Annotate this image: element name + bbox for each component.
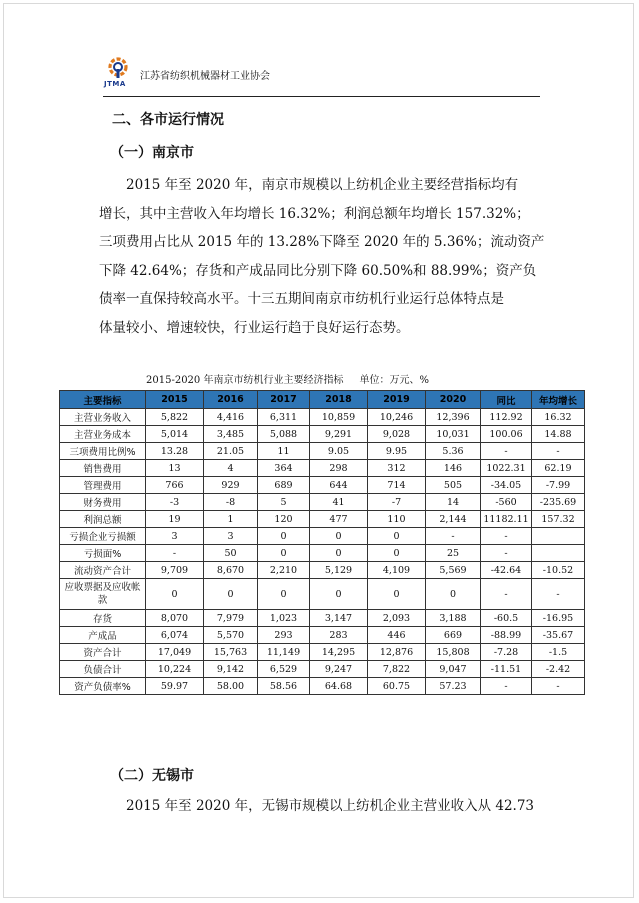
header-cell: 2017	[258, 391, 310, 409]
value-cell: 0	[204, 579, 258, 610]
value-cell: 5,822	[146, 409, 204, 426]
value-cell: 689	[258, 477, 310, 494]
row-label-cell: 产成品	[60, 627, 146, 644]
row-label-cell: 利润总额	[60, 511, 146, 528]
row-label-cell: 销售费用	[60, 460, 146, 477]
header-cell: 同比	[481, 391, 532, 409]
value-cell: 0	[368, 528, 426, 545]
wuxi-paragraph: 2015 年至 2020 年，无锡市规模以上纺机企业主营业收入从 42.73	[126, 798, 535, 814]
value-cell: 9,247	[310, 661, 368, 678]
header-cell: 主要指标	[60, 391, 146, 409]
value-cell: 157.32	[532, 511, 585, 528]
value-cell: 10,031	[426, 426, 481, 443]
value-cell: 146	[426, 460, 481, 477]
value-cell: -	[481, 528, 532, 545]
value-cell: -8	[204, 494, 258, 511]
value-cell: 110	[368, 511, 426, 528]
value-cell: 6,311	[258, 409, 310, 426]
value-cell: 2,144	[426, 511, 481, 528]
value-cell: -7.99	[532, 477, 585, 494]
value-cell: 16.32	[532, 409, 585, 426]
row-label-cell: 亏损面%	[60, 545, 146, 562]
jtma-logo-icon	[106, 56, 130, 80]
value-cell: 10,224	[146, 661, 204, 678]
value-cell: 477	[310, 511, 368, 528]
table-caption	[146, 371, 429, 386]
value-cell: 9,047	[426, 661, 481, 678]
value-cell: 0	[310, 545, 368, 562]
value-cell: 50	[204, 545, 258, 562]
value-cell: 4	[204, 460, 258, 477]
value-cell: 5,088	[258, 426, 310, 443]
paragraph-line: 债率一直保持较高水平。十三五期间南京市纺机行业运行总体特点是	[99, 291, 504, 307]
row-label-cell: 负债合计	[60, 661, 146, 678]
value-cell: 11,149	[258, 644, 310, 661]
value-cell: 10,246	[368, 409, 426, 426]
value-cell: 13	[146, 460, 204, 477]
value-cell: 64.68	[310, 678, 368, 695]
header-cell: 2015	[146, 391, 204, 409]
section-title: 二、各市运行情况	[112, 112, 224, 128]
header-rule	[103, 96, 540, 97]
value-cell: 9,028	[368, 426, 426, 443]
table-row	[60, 661, 585, 678]
row-label-cell: 流动资产合计	[60, 562, 146, 579]
row-label-cell: 财务费用	[60, 494, 146, 511]
value-cell: 57.23	[426, 678, 481, 695]
value-cell: 8,070	[146, 610, 204, 627]
value-cell: 5,014	[146, 426, 204, 443]
value-cell: 766	[146, 477, 204, 494]
value-cell: 19	[146, 511, 204, 528]
header-cell: 2019	[368, 391, 426, 409]
org-name: 江苏省纺织机械器材工业协会	[140, 71, 270, 82]
value-cell: 0	[310, 528, 368, 545]
value-cell: 0	[258, 545, 310, 562]
value-cell: 14	[426, 494, 481, 511]
value-cell: 59.97	[146, 678, 204, 695]
value-cell: 5,570	[204, 627, 258, 644]
value-cell: 0	[368, 545, 426, 562]
table-row	[60, 610, 585, 627]
header-cell: 年均增长	[532, 391, 585, 409]
value-cell: 929	[204, 477, 258, 494]
table-row	[60, 627, 585, 644]
value-cell: 5,129	[310, 562, 368, 579]
table-row	[60, 426, 585, 443]
row-label-cell: 三项费用比例%	[60, 443, 146, 460]
value-cell: -7	[368, 494, 426, 511]
value-cell: 21.05	[204, 443, 258, 460]
value-cell: 0	[258, 579, 310, 610]
value-cell: -	[481, 443, 532, 460]
value-cell: 2,210	[258, 562, 310, 579]
value-cell: 293	[258, 627, 310, 644]
paragraph-line: 下降 42.64%；存货和产成品同比分别下降 60.50%和 88.99%；资产负	[99, 262, 537, 279]
value-cell: -	[481, 579, 532, 610]
value-cell: 11182.11	[481, 511, 532, 528]
value-cell: -	[146, 545, 204, 562]
subsection-wuxi: （二）无锡市	[110, 768, 194, 784]
table-caption-title: 2015-2020 年南京市纺机行业主要经济指标	[146, 375, 344, 386]
value-cell: 10,859	[310, 409, 368, 426]
value-cell: 14.88	[532, 426, 585, 443]
nanjing-paragraph	[99, 171, 545, 342]
value-cell: 11	[258, 443, 310, 460]
value-cell: 58.00	[204, 678, 258, 695]
value-cell: 0	[368, 579, 426, 610]
table-row	[60, 678, 585, 695]
value-cell: -60.5	[481, 610, 532, 627]
value-cell: 5,569	[426, 562, 481, 579]
value-cell: 12,396	[426, 409, 481, 426]
value-cell: 0	[146, 579, 204, 610]
value-cell: 100.06	[481, 426, 532, 443]
paragraph-line: 增长，其中主营收入年均增长 16.32%；利润总额年均增长 157.32%；	[99, 205, 530, 222]
value-cell: 4,109	[368, 562, 426, 579]
value-cell: 9,142	[204, 661, 258, 678]
value-cell: 2,093	[368, 610, 426, 627]
value-cell: -42.64	[481, 562, 532, 579]
value-cell: -34.05	[481, 477, 532, 494]
table-row	[60, 409, 585, 426]
value-cell: 4,416	[204, 409, 258, 426]
value-cell: 3,147	[310, 610, 368, 627]
value-cell: 5.36	[426, 443, 481, 460]
paragraph-line: 体量较小、增速较快，行业运行趋于良好运行态势。	[99, 319, 410, 336]
value-cell: 644	[310, 477, 368, 494]
value-cell: 1,023	[258, 610, 310, 627]
value-cell: -88.99	[481, 627, 532, 644]
value-cell: -	[532, 579, 585, 610]
row-label-cell: 存货	[60, 610, 146, 627]
value-cell: 283	[310, 627, 368, 644]
value-cell: 9.05	[310, 443, 368, 460]
logo-text: JTMA	[104, 80, 126, 88]
table-row	[60, 460, 585, 477]
value-cell: -560	[481, 494, 532, 511]
value-cell: 298	[310, 460, 368, 477]
value-cell: 3	[146, 528, 204, 545]
value-cell: 9,291	[310, 426, 368, 443]
value-cell: 5	[258, 494, 310, 511]
table-header-row	[60, 391, 585, 409]
value-cell: -	[532, 678, 585, 695]
value-cell: 62.19	[532, 460, 585, 477]
row-label-cell: 管理费用	[60, 477, 146, 494]
table-caption-unit: 单位：万元、%	[359, 375, 429, 386]
value-cell: 505	[426, 477, 481, 494]
value-cell: 9.95	[368, 443, 426, 460]
value-cell: 112.92	[481, 409, 532, 426]
value-cell: 15,763	[204, 644, 258, 661]
value-cell: -	[532, 443, 585, 460]
table-row	[60, 545, 585, 562]
row-label-cell: 资产合计	[60, 644, 146, 661]
value-cell: -	[481, 678, 532, 695]
value-cell: 13.28	[146, 443, 204, 460]
row-label-cell: 主营业务收入	[60, 409, 146, 426]
row-label-cell: 应收票据及应收帐款	[60, 579, 146, 610]
value-cell: 120	[258, 511, 310, 528]
value-cell: 3	[204, 528, 258, 545]
value-cell: 6,529	[258, 661, 310, 678]
header-cell: 2018	[310, 391, 368, 409]
table-row	[60, 477, 585, 494]
value-cell: 15,808	[426, 644, 481, 661]
value-cell: 364	[258, 460, 310, 477]
row-label-cell: 主营业务成本	[60, 426, 146, 443]
value-cell: 9,709	[146, 562, 204, 579]
value-cell: 58.56	[258, 678, 310, 695]
value-cell: -235.69	[532, 494, 585, 511]
row-label-cell: 资产负债率%	[60, 678, 146, 695]
value-cell: -2.42	[532, 661, 585, 678]
value-cell: -10.52	[532, 562, 585, 579]
paragraph-line: 2015 年至 2020 年，南京市规模以上纺机企业主要经营指标均有	[126, 177, 519, 193]
value-cell: 0	[310, 579, 368, 610]
value-cell: 7,979	[204, 610, 258, 627]
value-cell: 17,049	[146, 644, 204, 661]
value-cell: 41	[310, 494, 368, 511]
value-cell: 669	[426, 627, 481, 644]
value-cell: 6,074	[146, 627, 204, 644]
table-row	[60, 579, 585, 610]
value-cell: 1022.31	[481, 460, 532, 477]
value-cell: 0	[258, 528, 310, 545]
value-cell: -	[426, 528, 481, 545]
paragraph-line: 三项费用占比从 2015 年的 13.28%下降至 2020 年的 5.36%；流动资产	[99, 234, 545, 250]
table-row	[60, 528, 585, 545]
value-cell	[532, 545, 585, 562]
table-row	[60, 443, 585, 460]
value-cell: -16.95	[532, 610, 585, 627]
header-cell: 2016	[204, 391, 258, 409]
value-cell: -3	[146, 494, 204, 511]
table-row	[60, 644, 585, 661]
value-cell: -35.67	[532, 627, 585, 644]
table-row	[60, 511, 585, 528]
value-cell: 7,822	[368, 661, 426, 678]
value-cell: -11.51	[481, 661, 532, 678]
value-cell	[532, 528, 585, 545]
table-row	[60, 494, 585, 511]
header-cell: 2020	[426, 391, 481, 409]
value-cell: -	[481, 545, 532, 562]
economic-indicators-table	[59, 390, 585, 695]
value-cell: 1	[204, 511, 258, 528]
value-cell: 8,670	[204, 562, 258, 579]
value-cell: 60.75	[368, 678, 426, 695]
value-cell: 3,485	[204, 426, 258, 443]
value-cell: 446	[368, 627, 426, 644]
value-cell: 3,188	[426, 610, 481, 627]
value-cell: 714	[368, 477, 426, 494]
value-cell: 14,295	[310, 644, 368, 661]
value-cell: 12,876	[368, 644, 426, 661]
subsection-nanjing: （一）南京市	[110, 145, 194, 161]
value-cell: -1.5	[532, 644, 585, 661]
table-row	[60, 562, 585, 579]
row-label-cell: 亏损企业亏损额	[60, 528, 146, 545]
value-cell: 25	[426, 545, 481, 562]
value-cell: 312	[368, 460, 426, 477]
value-cell: 0	[426, 579, 481, 610]
value-cell: -7.28	[481, 644, 532, 661]
